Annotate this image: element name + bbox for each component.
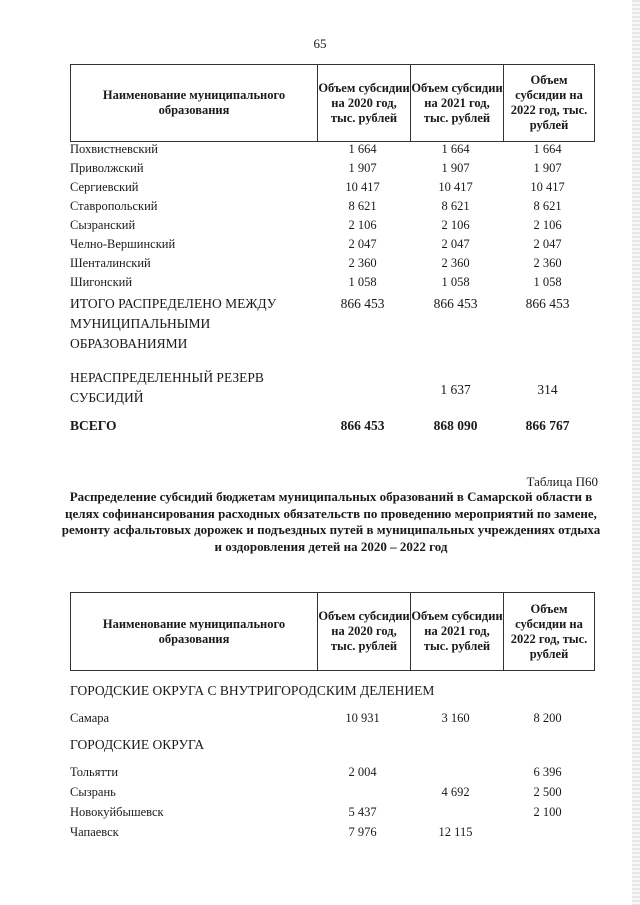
row-name: Шигонский [70,275,133,289]
row-name: Челно-Вершинский [70,237,176,251]
row-2020: 7 976 [348,825,377,839]
total-distributed-row [70,294,595,354]
grand-total-2022: 866 767 [525,418,570,433]
row-2021: 2 360 [441,256,470,270]
row-2021: 8 621 [441,199,470,213]
row-name: Похвистневский [70,142,158,156]
row-2020: 2 360 [348,256,377,270]
row-2021: 4 692 [441,785,470,799]
table-row [70,825,595,845]
row-name: Ставропольский [70,199,158,213]
row-2020: 2 004 [348,765,377,779]
row-2021 [409,805,502,825]
row-2020: 1 058 [348,275,377,289]
table2-section2-body [70,765,595,845]
reserve-2020 [316,368,409,408]
row-2022: 1 058 [533,275,562,289]
row-2021: 12 115 [438,825,473,839]
reserve-label: НЕРАСПРЕДЕЛЕННЫЙ РЕЗЕРВ СУБСИДИЙ [70,370,264,405]
total-distributed-2021: 866 453 [433,296,478,311]
row-2020: 10 417 [345,180,380,194]
table1-header-2021: Объем субсидии на 2021 год, тыс. рублей [410,65,503,141]
row-2020: 2 106 [348,218,377,232]
row-2021: 2 047 [441,237,470,251]
row-2022: 1 907 [533,161,562,175]
row-2022: 2 106 [533,218,562,232]
table2-header-2021: Объем субсидии на 2021 год, тыс. рублей [410,593,503,670]
table2-header-name: Наименование муниципального образования [102,616,286,646]
row-name: Приволжский [70,161,144,175]
table1-header-2020: Объем субсидии на 2020 год, тыс. рублей [317,65,410,141]
row-2021: 10 417 [438,180,473,194]
row-2022: 2 047 [533,237,562,251]
row-2020: 1 907 [348,161,377,175]
table1-body [70,142,595,294]
table-row [70,199,595,218]
row-2021: 3 160 [441,711,470,725]
table-row [70,180,595,199]
grand-total-row [70,416,595,436]
table2-section1-body [70,711,595,731]
row-name: Сызранский [70,218,136,232]
row-2020 [316,785,409,805]
row-2020: 10 931 [345,711,380,725]
table1-header-name: Наименование муниципального образования [102,88,286,117]
table1-header-2022: Объем субсидии на 2022 год, тыс. рублей [503,65,594,141]
row-2022 [502,825,593,845]
table-row [70,785,595,805]
row-2022: 6 396 [533,765,562,779]
table-label: Таблица П60 [526,474,598,489]
row-name: Новокуйбышевск [70,805,164,819]
row-2021: 1 058 [441,275,470,289]
row-name: Сергиевский [70,180,139,194]
section-header: ГОРОДСКИЕ ОКРУГА С ВНУТРИГОРОДСКИМ ДЕЛЕНИЕМ [70,683,435,698]
table-row [70,218,595,237]
table-row [70,805,595,825]
page-number: 65 [313,36,327,51]
table2-header-2020: Объем субсидии на 2020 год, тыс. рублей [317,593,410,670]
row-2022: 8 200 [533,711,562,725]
row-2020: 8 621 [348,199,377,213]
row-2022: 2 360 [533,256,562,270]
table-row [70,237,595,256]
row-2021: 1 907 [441,161,470,175]
row-2020: 1 664 [348,142,377,156]
table-row [70,711,595,731]
table1-header [70,64,595,142]
row-2021 [409,765,502,785]
row-2020: 2 047 [348,237,377,251]
table-title: Распределение субсидий бюджетам муниципальных образований в Самарской области в целях софинансирования расходных обязательств по проведению мероприятий по замене, ремонту асфальтовых дорожек и подъездных путей в муниципальных учреждениях отдыха и оздоровления детей на 2020 – 2022 год [61,489,601,554]
page-edge [632,0,640,905]
table-row [70,161,595,180]
row-2022: 8 621 [533,199,562,213]
row-name: Самара [70,711,110,725]
row-2021: 1 664 [441,142,470,156]
row-name: Сызрань [70,785,116,799]
total-distributed-2022: 866 453 [525,296,570,311]
row-name: Чапаевск [70,825,119,839]
reserve-2022: 314 [537,382,558,397]
row-2020: 5 437 [348,805,377,819]
table2-header [70,592,595,671]
section-header: ГОРОДСКИЕ ОКРУГА [70,737,205,752]
row-name: Тольятти [70,765,119,779]
grand-total-label: ВСЕГО [70,418,117,433]
total-distributed-label: ИТОГО РАСПРЕДЕЛЕНО МЕЖДУ МУНИЦИПАЛЬНЫМИ ОБРАЗОВАНИЯМИ [70,296,277,351]
table2-header-2022: Объем субсидии на 2022 год, тыс. рублей [503,593,594,670]
reserve-2021: 1 637 [440,382,471,397]
grand-total-2021: 868 090 [433,418,478,433]
row-2021: 2 106 [441,218,470,232]
row-2022: 10 417 [530,180,565,194]
table-row [70,142,595,161]
table-row [70,256,595,275]
table-row [70,765,595,785]
row-2022: 2 500 [533,785,562,799]
reserve-row [70,368,595,408]
row-2022: 2 100 [533,805,562,819]
grand-total-2020: 866 453 [340,418,385,433]
row-name: Шенталинский [70,256,151,270]
row-2022: 1 664 [533,142,562,156]
total-distributed-2020: 866 453 [340,296,385,311]
table-row [70,275,595,294]
